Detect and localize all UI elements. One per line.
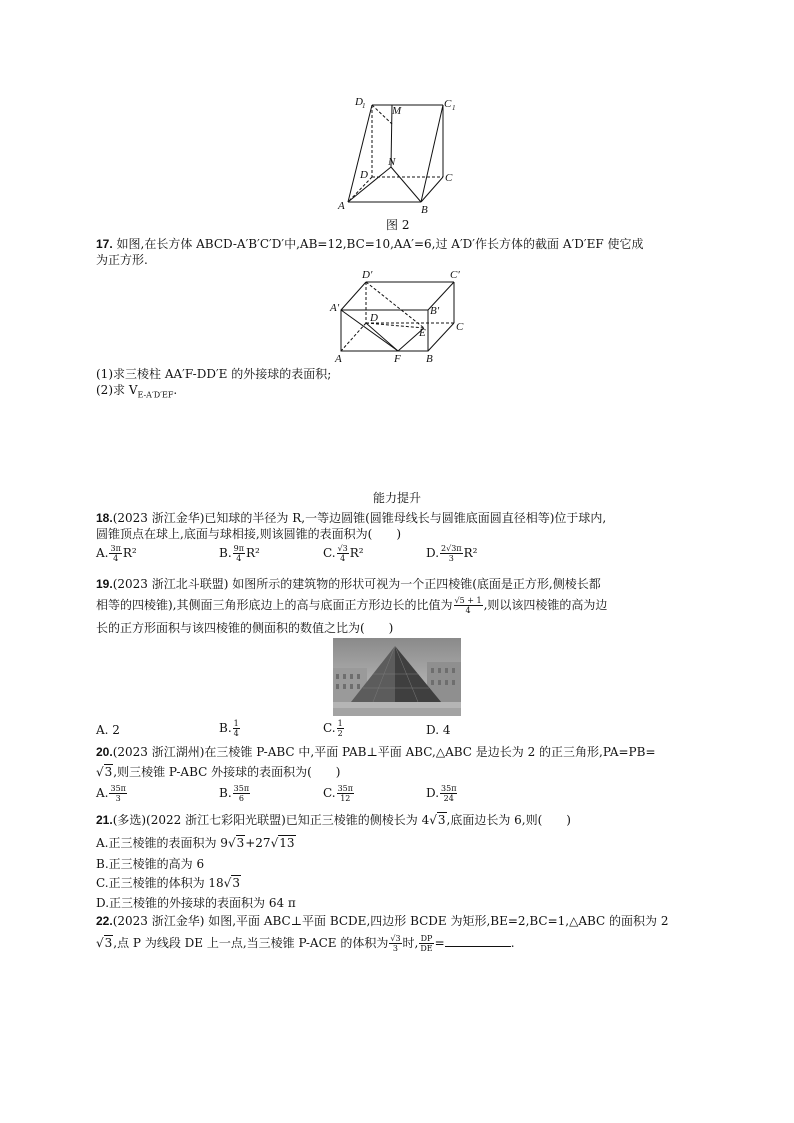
q17-label-c-prime: C′ [450, 269, 460, 281]
q20-option-c[interactable]: C. $\frac{35\pi}{12}$ [323, 784, 354, 803]
q18-option-b[interactable]: B. $\frac{9\pi}{4}$ R² [219, 544, 260, 563]
q22-line1: 22.(2023 浙江金华) 如图,平面 ABC⊥平面 BCDE,四边形 BCDE 为矩形,BE=2,BC=1,△ABC 的面积为 2 [96, 914, 669, 928]
q17-line2: 为正方形. [96, 253, 148, 267]
q21-option-c[interactable]: C.正三棱锥的体积为 18√3 [96, 876, 240, 890]
q18-number: 18. [96, 511, 113, 525]
q17-label-e: E [419, 327, 426, 339]
q17-label-d: D [370, 312, 378, 324]
q17-cuboid-diagram [328, 264, 474, 368]
section-title: 能力提升 [372, 491, 421, 505]
q17-label-b-prime: B′ [430, 305, 440, 317]
q20-option-d[interactable]: D. $\frac{35\pi}{24}$ [426, 784, 457, 803]
q22-answer-blank[interactable] [445, 936, 511, 947]
q21-option-a[interactable]: A.正三棱锥的表面积为 9√3+27√13 [96, 836, 295, 850]
label-d-prime: D [360, 169, 368, 181]
q19-line2: 相等的四棱锥),其侧面三角形底边上的高与底面正方形边长的比值为 $\frac{√5 + 1}{4}$ ,则以该四棱锥的高为边 [96, 596, 608, 615]
q21-option-b[interactable]: B.正三棱锥的高为 6 [96, 857, 205, 871]
pyramid-photo [333, 638, 461, 716]
q20-option-a[interactable]: A. $\frac{35\pi}{3}$ [96, 784, 126, 803]
q21-line1: 21.(多选)(2022 浙江七彩阳光联盟)已知正三棱锥的侧棱长为 4√3,底面边长为 6,则( ) [96, 813, 571, 827]
q17-sub2: (2)求 $V_{E-A'D'EF}$. [96, 383, 178, 400]
q18-option-c[interactable]: C. $\frac{√3}{4}$ R² [323, 544, 364, 563]
label-c1-sub: 1 [452, 104, 456, 112]
q19-option-c[interactable]: C. $\frac{1}{2}$ [323, 719, 343, 738]
q19-number: 19. [96, 577, 113, 591]
q17-line1: 17. 如图,在长方体 ABCD-A′B′C′D′中,AB=12,BC=10,AA′=6,过 A′D′作长方体的截面 A′D′EF 使它成 [96, 237, 644, 251]
q20-option-b[interactable]: B. $\frac{35\pi}{6}$ [219, 784, 250, 803]
q18-option-a[interactable]: A. $\frac{3\pi}{4}$ R² [96, 544, 137, 563]
label-d1: D [355, 96, 363, 108]
q18-line2: 圆锥顶点在球上,底面与球相接,则该圆锥的表面积为( ) [96, 527, 401, 541]
q17-label-f: F [394, 353, 401, 365]
label-d1-sub: 1 [362, 102, 366, 110]
label-b: B [421, 204, 428, 216]
q19-option-d[interactable]: D. 4 [426, 723, 451, 737]
q17-label-d-prime: D′ [362, 269, 373, 281]
figure-2-caption: 图 2 [386, 218, 410, 232]
label-n: N [388, 156, 396, 168]
q22-number: 22. [96, 914, 113, 928]
label-a: A [338, 200, 345, 212]
q17-sub1: (1)求三棱柱 AA′F-DD′E 的外接球的表面积; [96, 367, 332, 381]
q19-option-a[interactable]: A. 2 [96, 723, 120, 737]
q17-number: 17. [96, 237, 113, 251]
q19-line3: 长的正方形面积与该四棱锥的侧面积的数值之比为( ) [96, 621, 394, 635]
q20-line1: 20.(2023 浙江湖州)在三棱锥 P-ABC 中,平面 PAB⊥平面 ABC,△ABC 是边长为 2 的正三角形,PA=PB= [96, 745, 656, 759]
q17-label-a-prime: A′ [330, 302, 340, 314]
q19-option-b[interactable]: B. $\frac{1}{4}$ [219, 719, 239, 738]
label-c: C [445, 172, 453, 184]
q21-number: 21. [96, 813, 113, 827]
q19-line1: 19.(2023 浙江北斗联盟) 如图所示的建筑物的形状可视为一个正四棱锥(底面是正方形,侧棱长都 [96, 577, 601, 591]
q17-label-a: A [335, 353, 342, 365]
q17-label-c: C [456, 321, 464, 333]
label-c1: C [444, 98, 452, 110]
label-m: M [392, 105, 402, 117]
q21-option-d[interactable]: D.正三棱锥的外接球的表面积为 64 π [96, 896, 296, 910]
figure-2-diagram [336, 92, 466, 222]
q18-line1: 18.(2023 浙江金华)已知球的半径为 R,一等边圆锥(圆锥母线长与圆锥底面圆直径相等)位于球内, [96, 511, 607, 525]
q20-line2: √3,则三棱锥 P-ABC 外接球的表面积为( ) [96, 765, 341, 779]
q18-option-d[interactable]: D. $\frac{2√3\pi}{3}$ R² [426, 544, 478, 563]
q20-number: 20. [96, 745, 113, 759]
q22-line2: √3,点 P 为线段 DE 上一点,当三棱锥 P-ACE 的体积为 $\frac{√3}{3}$ 时, $\frac{DP}{DE}$ = . [96, 934, 515, 953]
q17-label-b: B [426, 353, 433, 365]
